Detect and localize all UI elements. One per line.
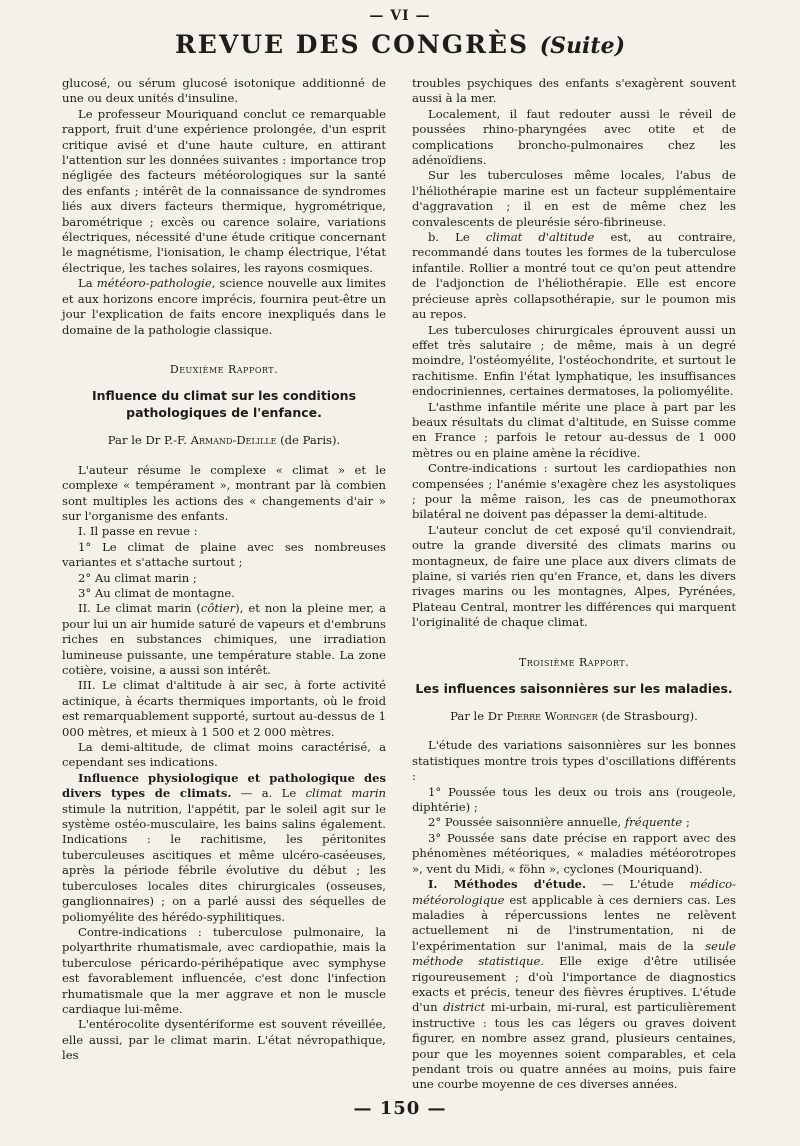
paragraph: Les tuberculoses chirurgicales éprouvent aussi un effet très salutaire ; de même, mais à un degré moindre, l'ostéomyélite, l'ostéochondrite, et surtout le rachitisme. Enfin l'état lymphatique, les insuffisances endocriniennes, certaines dermatoses, la poliomyélite. (412, 322, 736, 399)
paragraph: Contre-indications : tuberculose pulmonaire, la polyarthrite rhumatismale, avec cardiopathie, mais la tuberculose péricardo-périhépatique avec symphyse est favorablement influencée, c'est donc l'infection rhumatismale que la mer aggrave et non le muscle cardiaque lui-même. (62, 924, 386, 1016)
journal-title: REVUE DES CONGRÈS (175, 30, 530, 59)
paragraph: La météoro-pathologie, science nouvelle aux limites et aux horizons encore imprécis, fournira peut-être un jour l'explication de faits encore inexpliqués dans le domaine de la pathologie classique. (62, 276, 386, 337)
paragraph: b. Le climat d'altitude est, au contraire, recommandé dans toutes les formes de la tuberculose infantile. Rollier a montré tout ce qu'on peut attendre de l'adjonction de l'héliothérapie. Elle est encore précieuse après collapsothérapie, sur le poumon mis au repos. (412, 230, 736, 322)
paragraph: glucosé, ou sérum glucosé isotonique additionné de une ou deux unités d'insuline. (62, 76, 386, 106)
paragraph: 3° Au climat de montagne. (78, 585, 235, 600)
running-title (0, 30, 800, 59)
paragraph: Sur les tuberculoses même locales, l'abus de l'héliothérapie marine est un facteur supplémentaire d'aggravation ; il en est de même chez les convalescents de pleurésie séro-fibrineuse. (412, 168, 736, 229)
paragraph: troubles psychiques des enfants s'exagèrent souvent aussi à la mer. (412, 76, 736, 106)
paragraph: 1° Poussée tous les deux ou trois ans (rougeole, diphtérie) ; (412, 784, 736, 815)
paragraph: Contre-indications : surtout les cardiopathies non compensées ; l'anémie s'exagère chez les asystoliques ; pour la même raison, les cas de pneumothorax bilatéral ne doivent pas dépasser la demi-altitude. (412, 461, 736, 522)
right-column (412, 76, 736, 1093)
paragraph: La demi-altitude, de climat moins caractérisé, a cependant ses indications. (62, 740, 386, 770)
author-line: Par le Dr Pierre Woringer (de Strasbourg). (450, 709, 698, 724)
paragraph: III. Le climat d'altitude à air sec, à forte activité actinique, à écarts thermiques importants, où le froid est remarquablement supporté, surtout au-dessus de 1 000 mètres, et mieux à 1 500 et 2 000 mètres. (62, 678, 386, 739)
journal-title-suite: (Suite) (539, 33, 625, 59)
report-heading: Troisième Rapport. (518, 655, 630, 669)
paragraph: Influence physiologique et pathologique des divers types de climats. — a. Le climat marin stimule la nutrition, l'appétit, par le soleil agit sur le système ostéo-musculaire, les bains salins également. Indications : le rachitisme, les péritonites tuberculeuses ascitiques et même ulcéro-caséeuses, après la période fébrile évolutive du début ; les tuberculoses locales dites chirurgicales (osseuses, ganglionnaires) ; on a parlé aussi des séquelles de poliomyélite des hérédo-syphilitiques. (62, 770, 386, 924)
page-number: — 150 — (353, 1098, 447, 1119)
report-heading: Deuxième Rapport. (169, 362, 279, 376)
paragraph: L'auteur conclut de cet exposé qu'il conviendrait, outre la grande diversité des climats marins ou montagneux, de faire une place aux divers climats de plaine, si variés rien qu'en France, et, dans les divers rivages marins ou les montagnes, Alpes, Pyrénées, Plateau Central, montrer les différences qui marquent l'originalité de chaque climat. (412, 522, 736, 630)
author-line: Par le Dr P.-F. Armand-Delille (de Paris). (107, 433, 341, 448)
paragraph: L'entérocolite dysentériforme est souvent réveillée, elle aussi, par le climat marin. L'état névropathique, les (62, 1017, 386, 1063)
paragraph: 1° Le climat de plaine avec ses nombreuses variantes et s'attache surtout ; (62, 539, 386, 570)
paragraph: I. Il passe en revue : (78, 524, 198, 539)
paragraph: Le professeur Mouriquand conclut ce remarquable rapport, fruit d'une expérience prolongée, d'un esprit critique avisé et d'une haute culture, en attirant l'attention sur les données suivantes : importance trop négligée des facteurs météorologiques sur la santé des enfants ; intérêt de la connaissance de syndromes liés aux divers facteurs thermique, hygrométrique, barométrique ; excès ou carence solaire, variations électriques, nécessité d'une étude critique concernant le magnétisme, l'ionisation, le champ électrique, l'état électrique, les taches solaires, les rayons cosmiques. (62, 106, 386, 275)
paragraph: L'asthme infantile mérite une place à part par les beaux résultats du climat d'altitude, en Suisse comme en France ; parfois le retour au-dessus de 1 000 mètres ou en plaine amène la récidive. (412, 399, 736, 460)
section-title: Les influences saisonnières sur les maladies. (415, 681, 733, 697)
paragraph: L'auteur résume le complexe « climat » et le complexe « tempérament », montrant par là combien sont multiples les actions des « changements d'air » sur l'organisme des enfants. (62, 462, 386, 523)
paragraph: Localement, il faut redouter aussi le réveil de poussées rhino-pharyngées avec otite et de complications broncho-pulmonaires chez les adénoïdiens. (412, 106, 736, 168)
paragraph: 2° Au climat marin ; (78, 570, 197, 585)
paragraph: L'étude des variations saisonnières sur les bonnes statistiques montre trois types d'oscillations différents : (412, 738, 736, 784)
left-column (62, 76, 386, 1064)
section-title: Influence du climat sur les conditions pathologiques de l'enfance. (91, 388, 357, 421)
page-roman-numeral: — VI — (369, 8, 431, 24)
paragraph: 3° Poussée sans date précise en rapport avec des phénomènes météoriques, « maladies météorotropes », vent du Midi, « föhn », cyclones (Mouriquand). (412, 830, 736, 876)
paragraph: 2° Poussée saisonnière annuelle, fréquente ; (428, 815, 690, 830)
paragraph: I. Méthodes d'étude. — L'étude médico-météorologique est applicable à ces derniers cas. Les maladies à répercussions lentes ne relèvent actuellement ni de l'instrumentation, ni de l'expérimentation sur l'animal, mais de la seule méthode statistique. Elle exige d'être utilisée rigoureusement ; d'où l'importance de diagnostics exacts et précis, teneur des fièvres éruptives. L'étude d'un district mi-urbain, mi-rural, est particulièrement instructive : tous les cas légers ou graves doivent figurer, en nombre assez grand, plusieurs centaines, pour que les moyennes soient comparables, et cela pendant trois ou quatre années au moins, puis faire une courbe moyenne de ces diverses années. (412, 877, 736, 1092)
paragraph: II. Le climat marin (côtier), et non la pleine mer, a pour lui un air humide saturé de vapeurs et d'embruns riches en substances chimiques, une irradiation lumineuse puissante, une température stable. La zone cotière, voisine, a aussi son intérêt. (62, 601, 386, 677)
